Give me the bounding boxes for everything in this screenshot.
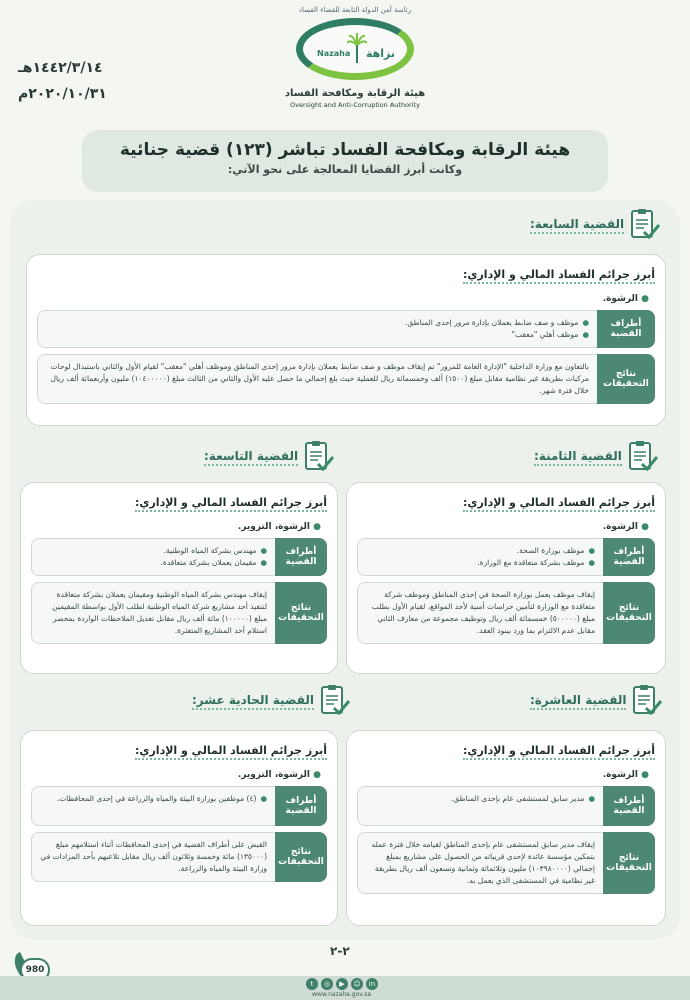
crimes-heading: أبرز جرائم الفساد المالي و الإداري: — [135, 744, 327, 760]
results-text: إيقاف مدير سابق لمستشفى عام بإحدى المناطق لقيامه خلال فترة عمله بتمكين مؤسسة عائدة لإحدى قريباته من الحصول على مشاريع بمبلغ إجمالي (١٠٣٩٨٠٠٠٠) مليون وثلاثمائة وثمانية وتسعون ألف ريال بطريقة غير نظامية في المستشفى الذي يعمل به. — [357, 832, 603, 894]
parties-label: أطراف القضية — [275, 786, 327, 826]
hotline-number[interactable]: 980 — [20, 958, 50, 982]
logo-arc-text: رئاسة أمن الدولة التابعة للقضاء الفساد — [298, 6, 412, 14]
list-item: ● مدير سابق لمستشفى عام بإحدى المناطق. — [451, 794, 595, 803]
logo-brand-en: Nazaha — [317, 49, 351, 58]
crime-types: ● الرشوة. — [602, 770, 649, 780]
case-eleventh-title: القضية الحادية عشر: — [192, 693, 314, 710]
parties-list — [31, 538, 275, 576]
results-label: نتائج التحقيقات — [603, 832, 655, 894]
parties-label: أطراف القضية — [603, 786, 655, 826]
date-hijri: ١٤٤٢/٣/١٤هـ — [18, 60, 103, 76]
results-label: نتائج التحقيقات — [597, 354, 655, 404]
instagram-icon[interactable]: ◎ — [321, 978, 333, 990]
parties-list — [37, 310, 597, 348]
document-check-icon — [628, 440, 658, 474]
crimes-heading: أبرز جرائم الفساد المالي و الإداري: — [135, 496, 327, 512]
case-seventh-title-row — [530, 208, 660, 242]
case-seventh-card — [26, 254, 666, 426]
social-icons — [306, 978, 378, 990]
list-item: ● مهندس بشركة المياه الوطنية. — [163, 546, 267, 555]
results-label: نتائج التحقيقات — [603, 582, 655, 644]
crimes-heading: أبرز جرائم الفساد المالي و الإداري: — [463, 496, 655, 512]
list-item: ● مقيمان يعملان بشركة متعاقدة. — [160, 558, 267, 567]
parties-label: أطراف القضية — [597, 310, 655, 348]
results-label: نتائج التحقيقات — [275, 832, 327, 882]
document-check-icon — [630, 208, 660, 242]
parties-list — [357, 538, 603, 576]
crimes-heading: أبرز جرائم الفساد المالي و الإداري: — [463, 744, 655, 760]
case-eighth-title-row — [534, 440, 658, 474]
case-tenth-card — [346, 730, 666, 926]
case-eleventh-card — [20, 730, 338, 926]
logo-brand-ar: نزاهة — [365, 47, 395, 60]
twitter-icon[interactable]: t — [306, 978, 318, 990]
website-link[interactable]: www.nazaha.gov.sa — [312, 991, 372, 998]
date-gregorian: ٢٠٢٠/١٠/٣١م — [18, 86, 107, 102]
parties-list — [357, 786, 603, 826]
crime-types: ● الرشوة، التزوير. — [237, 522, 321, 532]
case-tenth-title-row — [530, 684, 662, 718]
case-ninth-card — [20, 482, 338, 674]
results-row — [31, 832, 327, 882]
parties-row — [31, 538, 327, 576]
palm-tree-icon — [347, 33, 367, 63]
document-check-icon — [304, 440, 334, 474]
results-row — [37, 354, 655, 404]
snapchat-icon[interactable]: ☺ — [351, 978, 363, 990]
list-item: ● موظف أهلي "معقب" — [511, 330, 589, 339]
results-label: نتائج التحقيقات — [275, 582, 327, 644]
results-text: إيقاف مهندس بشركة المياه الوطنية ومقيمان يعملان بشركة متعاقدة لتنفيذ أحد مشاريع شركة المياه الوطنية لطلب الأول بواسطة المقيمين مبلغ (١٠٠٠٠٠) مائة ألف ريال مقابل تعديل الملاحظات الواردة بمحضر استلام أحد المشاريع المتعثرة. — [31, 582, 275, 644]
case-seventh-title: القضية السابعة: — [530, 217, 624, 234]
headline-banner — [82, 130, 608, 192]
org-name-en: Oversight and Anti-Corruption Authority — [290, 101, 420, 109]
crimes-heading: أبرز جرائم الفساد المالي و الإداري: — [463, 268, 655, 284]
case-ninth-title-row — [204, 440, 334, 474]
nazaha-logo — [270, 6, 440, 124]
case-eleventh-title-row — [192, 684, 350, 718]
headline-title: هيئة الرقابة ومكافحة الفساد تباشر (١٢٣) قضية جنائية — [119, 140, 571, 160]
parties-list — [31, 786, 275, 826]
results-text: القبض على أطراف القضية في إحدى المحافظات أثناء استلامهم مبلغ (١٣٥٠٠٠) مائة وخمسة وثلاثون ألف ريال مقابل تلاعبهم بأحد المزادات في وزارة البيئة والمياه والزراعة. — [31, 832, 275, 882]
case-tenth-title: القضية العاشرة: — [530, 693, 626, 710]
list-item: ● موظف بوزارة الصحة. — [516, 546, 595, 555]
results-row — [31, 582, 327, 644]
parties-row — [357, 538, 655, 576]
logo-emblem — [296, 18, 414, 80]
org-name-ar: هيئة الرقابة ومكافحة الفساد — [284, 88, 426, 99]
results-text: بالتعاون مع وزارة الداخلية "الإدارة العامة للمرور" تم إيقاف موظف و صف ضابط يعملان بإدارة مرور إحدى المناطق وموظف أهلي "معقب" لقيام الأول والثاني باستبدال لوحات مركبات بطريقة غير نظامية مقابل مبلغ (١٥٠٠) ألف وخمسمائة ريال للعملية حيث بلغ إجمالي ما حصل عليه الأول والثاني من الثالث مبلغ (١٠٤٠٠٠٠٠) مليون وأربعمائة ألف ريال خلال فترة شهر. — [37, 354, 597, 404]
youtube-icon[interactable]: ▶ — [336, 978, 348, 990]
results-row — [357, 582, 655, 644]
case-ninth-title: القضية التاسعة: — [204, 449, 298, 466]
parties-label: أطراف القضية — [275, 538, 327, 576]
crime-types: ● الرشوة. — [602, 522, 649, 532]
parties-row — [31, 786, 327, 826]
headline-subtitle: وكانت أبرز القضايا المعالجة على نحو الآتي: — [227, 163, 463, 176]
parties-row — [37, 310, 655, 348]
dates — [18, 55, 107, 107]
results-row — [357, 832, 655, 894]
case-eighth-card — [346, 482, 666, 674]
results-text: إيقاف موظف يعمل بوزارة الصحة في إحدى المناطق وموظف شركة متعاقدة مع الوزارة لتأمين حراسات أمنية لأحد المواقع، لقيام الأول بطلب مبلغ (٥٠٠٠٠٠) خمسمائة ألف ريال وتوظيف مجموعة من معارف الثاني مقابل عدم الالتزام بما ورد ببنود العقد. — [357, 582, 603, 644]
document-check-icon — [632, 684, 662, 718]
page-number: ٢-٢ — [330, 944, 350, 958]
parties-row — [357, 786, 655, 826]
parties-label: أطراف القضية — [603, 538, 655, 576]
document-check-icon — [320, 684, 350, 718]
list-item: ● موظف بشركة متعاقدة مع الوزارة. — [477, 558, 595, 567]
case-eighth-title: القضية الثامنة: — [534, 449, 622, 466]
list-item: ● موظف و صف ضابط يعملان بإدارة مرور إحدى المناطق. — [404, 318, 589, 327]
list-item: ● (٤) موظفين بوزارة البيئة والمياه والزراعة في إحدى المحافظات. — [56, 794, 267, 803]
crime-types: ● الرشوة، التزوير. — [237, 770, 321, 780]
crime-types: ● الرشوة. — [602, 294, 649, 304]
linkedin-icon[interactable]: in — [366, 978, 378, 990]
